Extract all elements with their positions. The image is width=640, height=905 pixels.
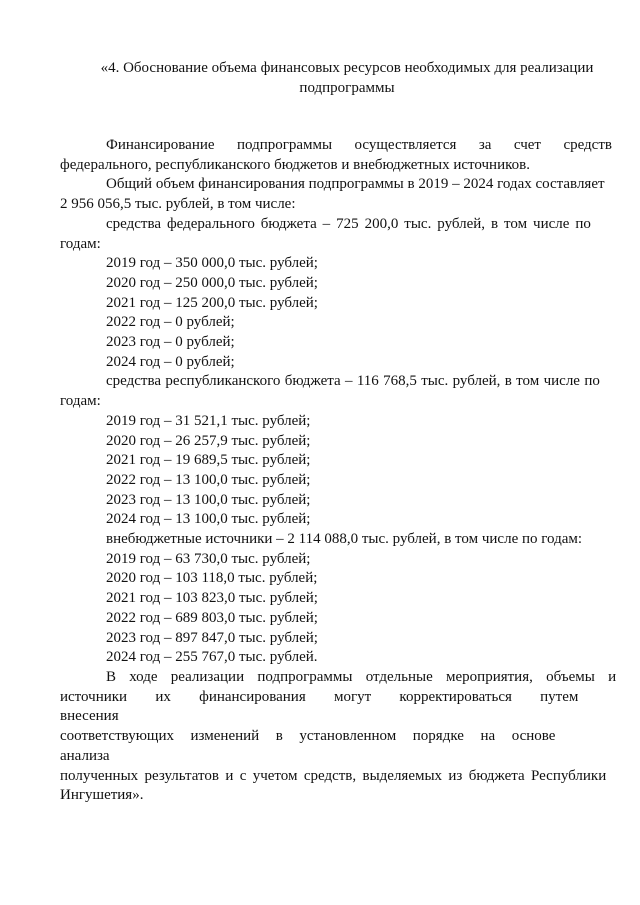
- republican-year-2019: 2019 год – 31 521,1 тыс. рублей;: [106, 412, 311, 429]
- extrabudget-year-2024: 2024 год – 255 767,0 тыс. рублей.: [106, 649, 318, 666]
- total-line-1: Общий объем финансирования подпрограммы в 2019 – 2024 годах составляет: [106, 176, 605, 193]
- intro-word: средств: [563, 137, 612, 153]
- extrabudget-year-2020: 2020 год – 103 118,0 тыс. рублей;: [106, 570, 318, 587]
- federal-year-2024: 2024 год – 0 рублей;: [106, 353, 235, 370]
- republican-year-2024: 2024 год – 13 100,0 тыс. рублей;: [106, 511, 311, 528]
- extrabudget-year-2023: 2023 год – 897 847,0 тыс. рублей;: [106, 629, 318, 646]
- intro-word: подпрограммы: [236, 137, 333, 153]
- federal-year-2019: 2019 год – 350 000,0 тыс. рублей;: [106, 255, 318, 272]
- republican-header-line-2: годам:: [60, 393, 101, 410]
- republican-year-2020: 2020 год – 26 257,9 тыс. рублей;: [106, 432, 311, 449]
- republican-year-2023: 2023 год – 13 100,0 тыс. рублей;: [106, 491, 311, 508]
- section-title: [82, 58, 612, 98]
- closing-line-4: полученных результатов и с учетом средств, выделяемых из бюджета Республики: [60, 767, 607, 784]
- republican-header-line-1: средства республиканского бюджета – 116 768,5 тыс. рублей, в том числе по: [106, 373, 600, 390]
- extrabudget-year-2022: 2022 год – 689 803,0 тыс. рублей;: [106, 609, 318, 626]
- closing-line-2: источники их финансирования могут корректироваться путем внесения: [60, 688, 579, 725]
- extrabudget-year-2021: 2021 год – 103 823,0 тыс. рублей;: [106, 590, 318, 607]
- federal-year-2022: 2022 год – 0 рублей;: [106, 314, 235, 331]
- federal-year-2021: 2021 год – 125 200,0 тыс. рублей;: [106, 294, 318, 311]
- extrabudget-year-2019: 2019 год – 63 730,0 тыс. рублей;: [106, 550, 311, 567]
- closing-line-5: Ингушетия».: [60, 787, 144, 804]
- republican-year-2021: 2021 год – 19 689,5 тыс. рублей;: [106, 452, 311, 469]
- federal-year-2023: 2023 год – 0 рублей;: [106, 334, 235, 351]
- federal-header-line-1: средства федерального бюджета – 725 200,0 тыс. рублей, в том числе по: [106, 215, 591, 232]
- extrabudget-header: внебюджетные источники – 2 114 088,0 тыс. рублей, в том числе по годам:: [106, 531, 583, 548]
- total-line-2: 2 956 056,5 тыс. рублей, в том числе:: [60, 196, 296, 213]
- federal-year-2020: 2020 год – 250 000,0 тыс. рублей;: [106, 274, 318, 291]
- intro-word: Финансирование: [106, 137, 215, 153]
- intro-word: счет: [513, 137, 541, 153]
- intro-line-1: [60, 136, 612, 156]
- closing-line-1: В ходе реализации подпрограммы отдельные мероприятия, объемы и: [106, 668, 617, 685]
- section-title-line-2: подпрограммы: [299, 80, 395, 96]
- federal-header-line-2: годам:: [60, 235, 101, 252]
- intro-line-2: федерального, республиканского бюджетов и внебюджетных источников.: [60, 156, 530, 173]
- document-body: [60, 136, 617, 806]
- republican-year-2022: 2022 год – 13 100,0 тыс. рублей;: [106, 471, 311, 488]
- document-page: [60, 58, 617, 806]
- closing-line-3: соответствующих изменений в установленном порядке на основе анализа: [60, 728, 556, 764]
- intro-word: за: [478, 137, 492, 153]
- intro-word: осуществляется: [354, 137, 457, 153]
- section-title-line-1: «4. Обоснование объема финансовых ресурсов необходимых для реализации: [100, 60, 594, 76]
